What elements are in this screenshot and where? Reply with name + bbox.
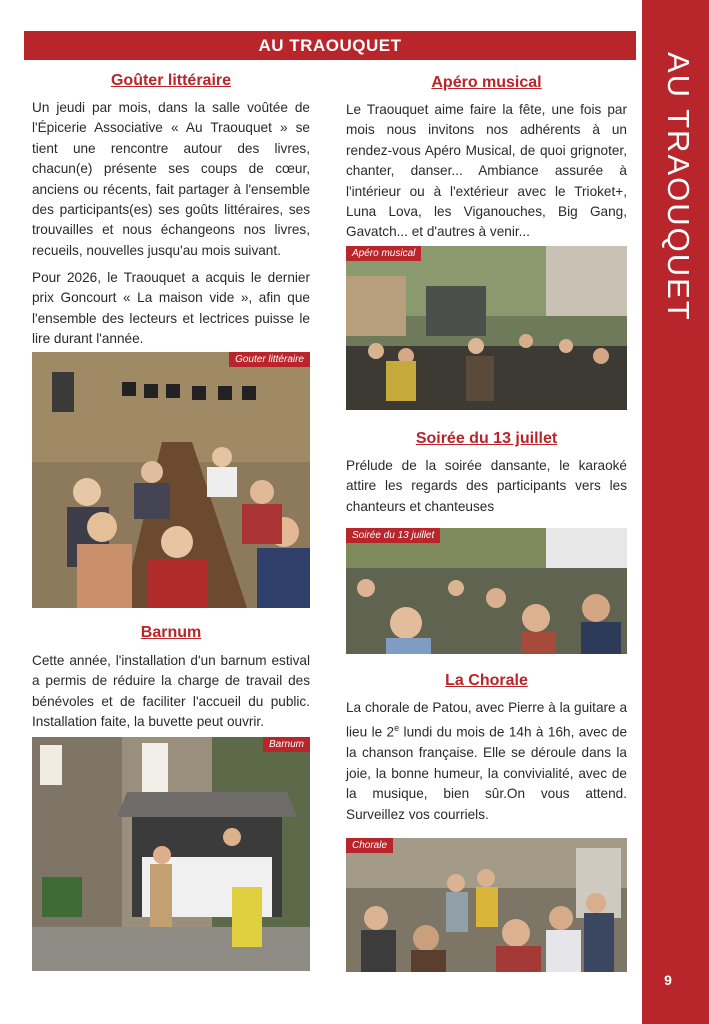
sidebar-title: AU TRAOUQUET: [661, 52, 696, 322]
soiree-paragraph: Prélude de la soirée dansante, le karaoké attire les regards des participants vers les chanteurs et chanteuses: [346, 458, 627, 514]
chorale-paragraph: [346, 698, 627, 825]
gouter-paragraph-2: Pour 2026, le Traouquet a acquis le dernier prix Goncourt « La maison vide », afin que l'ensemble des lecteurs et lectrices puisse le lire durant l'année.: [32, 270, 310, 347]
chorale-photo: [346, 838, 627, 972]
page-banner: AU TRAOUQUET: [24, 31, 636, 60]
page-number: 9: [664, 972, 672, 988]
chorale-photo-label: Chorale: [346, 838, 393, 853]
gouter-title: Goûter littéraire: [110, 72, 232, 89]
gouter-paragraph-1: Un jeudi par mois, dans la salle voûtée de l'Épicerie Associative « Au Traouquet » se tient une rencontre autour des livres, chacun(e) présente ses coups de cœur, anciens ou récents, fait partager à l'ensemble des participants(es) ses goûts littéraires, ses trouvailles et nous échangeons nos livres, recueils, nouvelles jusqu'au mois suivant.: [32, 100, 310, 258]
chorale-paragraph-end: lundi du mois de 14h à 16h, avec de la chanson française. Elle se déroule dans la joie, la bonne humeur, la convivialité, avec de la musique, bien sûr.On vous attend. Surveillez vos courriels.: [346, 724, 628, 822]
soiree-title: Soirée du 13 juillet: [415, 430, 558, 447]
barnum-photo: [32, 737, 310, 971]
barnum-title: Barnum: [140, 624, 202, 641]
gouter-photo: [32, 352, 310, 608]
apero-title: Apéro musical: [431, 74, 542, 91]
soiree-photo: [346, 528, 627, 654]
apero-photo-label: Apéro musical: [346, 246, 421, 261]
barnum-paragraph: Cette année, l'installation d'un barnum estival a permis de réduire la charge de travail des bénévoles et de faciliter l'accueil du public. Installation faite, la buvette peut ouvrir.: [32, 653, 310, 730]
apero-photo: [346, 246, 627, 410]
barnum-photo-label: Barnum: [263, 737, 310, 752]
apero-paragraph: Le Traouquet aime faire la fête, une fois par mois nous invitons nos adhérents à un rendez-vous Apéro Musical, de quoi grignoter, chanter, danser... Ambiance assurée à l'intérieur ou à l'extérieur avec le Trioket+, Luna Lova, les Viganouches, Big Gang, Gavatch... et d'autres à venir...: [346, 102, 627, 240]
chorale-paragraph-sup: e: [394, 723, 400, 734]
chorale-paragraph-start: La chorale de Patou, avec Pierre à la guitare a lieu le 2: [346, 700, 627, 740]
soiree-photo-label: Soirée du 13 juillet: [346, 528, 440, 543]
gouter-photo-label: Gouter littéraire: [229, 352, 310, 367]
chorale-title: La Chorale: [445, 672, 528, 689]
